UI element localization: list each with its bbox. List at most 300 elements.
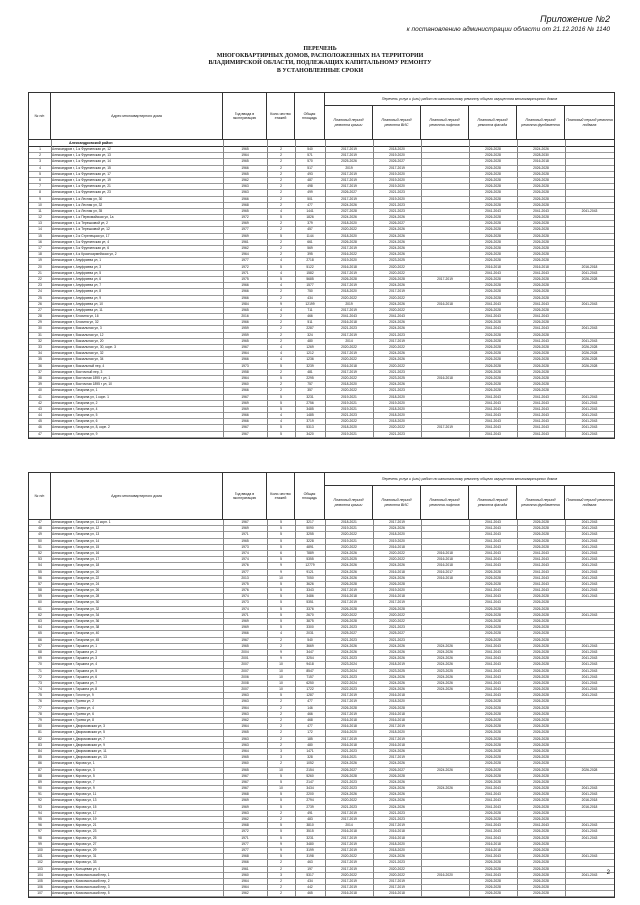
table-cell: 2041-2043: [581, 425, 598, 430]
column-subheader: Плановый период ремонта фасада: [469, 106, 517, 139]
table-cell: 5: [280, 375, 282, 380]
table-cell: 3: [39, 159, 41, 164]
column-subheader: Плановый период ремонта крыши: [325, 106, 373, 139]
table-cell: 2041-2043: [533, 314, 549, 319]
table-cell: 52: [38, 550, 42, 555]
table-cell: 1485: [306, 413, 314, 418]
column-divider: [295, 140, 296, 438]
table-cell: 1269: [306, 345, 314, 349]
table-cell: 5: [280, 557, 282, 562]
table-cell: 2026-2028: [533, 866, 549, 871]
table-cell: 2026-2028: [533, 283, 549, 288]
table-cell: 70: [38, 662, 42, 667]
table-cell: Александров г, Вокзальная ул, 32: [52, 351, 104, 356]
table-cell: Александров г, 1-я Фрунзенская ул, 13: [52, 153, 111, 158]
table-cell: 2018-2020: [341, 221, 357, 226]
table-cell: 2026-2028: [485, 227, 501, 232]
table-cell: 2041-2043: [485, 419, 501, 424]
table-cell: 172: [307, 730, 313, 735]
table-cell: 2024-2026: [389, 575, 405, 580]
table-cell: 2020-2022: [389, 264, 405, 269]
table-cell: 84: [38, 748, 42, 753]
table-cell: 2026-2028: [533, 184, 549, 189]
table-cell: 2016-2018: [581, 264, 598, 269]
table-cell: 2016-2018: [341, 718, 357, 722]
table-cell: 2024-2026: [389, 687, 405, 692]
table-cell: 5: [280, 394, 282, 399]
table-cell: 2026-2028: [533, 369, 549, 374]
table-cell: 2200: [306, 792, 314, 797]
table-cell: 2: [280, 742, 282, 747]
table-cell: 5: [280, 544, 282, 549]
table-cell: 2041-2043: [485, 680, 501, 685]
table-cell: 499: [307, 190, 313, 195]
table-cell: 5: [39, 171, 41, 176]
table-cell: 2041-2043: [533, 569, 549, 574]
table-cell: 2024-2026: [389, 326, 405, 331]
table-cell: Александров г, Кирова ул, 17: [52, 810, 97, 815]
table-cell: 2019-2020: [389, 196, 405, 201]
table-cell: 4: [280, 307, 282, 312]
document-title: [150, 46, 490, 75]
table-cell: 2016-2018: [485, 264, 501, 269]
table-cell: 477: [307, 699, 313, 704]
table-cell: 36: [38, 363, 42, 368]
table-cell: 2026-2028: [533, 718, 549, 722]
table-cell: 2024-2026: [389, 563, 405, 568]
table-cell: 2026-2028: [485, 338, 501, 343]
table-cell: 4: [280, 357, 282, 362]
table-cell: 2041-2043: [533, 301, 549, 306]
table-cell: 1144: [306, 233, 314, 238]
table-cell: 2026-2028: [485, 860, 501, 865]
table-cell: 540: [307, 637, 313, 642]
table-cell: 2023-2024: [341, 668, 357, 673]
table-cell: 1965: [241, 307, 249, 312]
table-cell: 2024-2026: [389, 382, 405, 387]
table-cell: Александров г, Вокзальная ул, 34: [52, 357, 104, 362]
table-cell: 21: [38, 270, 42, 275]
table-cell: Александров г, Двориковская ул, 9: [52, 742, 105, 747]
table-cell: Александров г, Гагарина ул, 11 корп. 1: [52, 520, 111, 524]
table-cell: 480: [307, 338, 313, 343]
table-cell: 1967: [241, 637, 249, 642]
table-cell: 2026-2028: [533, 891, 549, 896]
table-cell: 2017-2019: [341, 711, 357, 716]
table-cell: 2019-2021: [341, 394, 357, 399]
table-cell: 5685: [306, 276, 314, 281]
table-cell: Александров г, Гусева ул, 6: [52, 711, 94, 716]
table-cell: Александров г, Гагарина ул, 38: [52, 625, 100, 630]
table-cell: 1971: [241, 270, 249, 275]
table-cell: 2026-2028: [485, 866, 501, 871]
table-cell: 2017-2019: [341, 835, 357, 840]
table-cell: 2026-2028: [533, 332, 549, 337]
table-cell: 2026-2028: [389, 705, 405, 710]
table-cell: 10: [279, 767, 283, 772]
table-cell: 2: [280, 295, 282, 300]
table-cell: 2026-2028: [533, 872, 549, 877]
table-cell: 2026-2028: [533, 239, 549, 244]
table-cell: 81: [38, 730, 42, 735]
table-cell: 2022-2023: [341, 687, 357, 692]
table-cell: 2016-2018: [341, 594, 357, 599]
table-cell: 379: [307, 221, 313, 226]
table-cell: 2: [280, 878, 282, 883]
table-cell: 2026-2028: [581, 351, 598, 356]
table-cell: 3626: [306, 581, 314, 586]
table-cell: 2026-2028: [485, 637, 501, 642]
table-cell: 2041-2043: [485, 804, 501, 809]
table-cell: 2016-2018: [389, 718, 405, 722]
table-cell: 2: [280, 184, 282, 189]
table-cell: Александров г, Двориковская ул, 5: [52, 730, 105, 735]
table-cell: 2026-2028: [533, 798, 549, 803]
table-cell: 94: [38, 810, 42, 815]
table-cell: 2026-2028: [533, 724, 549, 729]
table-cell: 2041-2043: [581, 668, 598, 673]
table-cell: 2026-2028: [341, 619, 357, 623]
table-cell: 2026-2028: [533, 233, 549, 238]
table-cell: 2017-2019: [341, 196, 357, 201]
table-cell: 1965: [241, 643, 249, 648]
table-cell: 2: [280, 382, 282, 387]
table-cell: 2041-2043: [533, 338, 549, 343]
table-cell: 2020-2022: [341, 798, 357, 803]
table-cell: 2026-2028: [485, 382, 501, 387]
table-cell: 1964: [241, 748, 249, 753]
table-cell: 1984: [241, 301, 249, 306]
table-cell: 3447: [306, 649, 314, 654]
table-cell: 2016-2018: [389, 569, 405, 574]
table-cell: 2018-2020: [389, 406, 405, 411]
table-cell: 2041-2043: [485, 532, 501, 537]
table-cell: 3810: [306, 823, 314, 828]
table-cell: 2: [280, 817, 282, 821]
table-cell: 2026-2028: [485, 705, 501, 710]
table-cell: 2017-2019: [341, 147, 357, 151]
table-cell: 2021-2023: [341, 625, 357, 630]
table-cell: 2026-2028: [581, 767, 598, 772]
table-cell: 2017-2019: [389, 165, 405, 170]
table-cell: 4: [280, 208, 282, 213]
table-cell: 2: [280, 153, 282, 158]
table-cell: 102: [37, 860, 43, 865]
table-cell: 2007: [241, 687, 249, 692]
table-cell: 86: [38, 761, 42, 766]
table-cell: 35: [38, 357, 42, 362]
table-cell: 2024-2026: [533, 147, 549, 151]
table-cell: 4: [280, 283, 282, 288]
table-cell: 2007: [241, 668, 249, 673]
table-cell: 2026-2028: [533, 829, 549, 834]
table-cell: Александров г, Гаршина ул, 5: [52, 668, 98, 673]
table-cell: 2024-2026: [341, 215, 357, 220]
table-cell: 2020-2022: [341, 345, 357, 349]
column-subheader: Плановый период ремонта крыши: [325, 486, 373, 519]
table-cell: Александров г, Кирова ул, 7: [52, 779, 95, 784]
table-cell: 2026-2028: [485, 575, 501, 580]
table-cell: 5: [280, 532, 282, 537]
column-divider: [469, 140, 470, 438]
table-cell: 483: [307, 817, 313, 821]
table-cell: 2026-2028: [533, 668, 549, 673]
table-cell: 2026-2028: [389, 581, 405, 586]
table-cell: 12779: [305, 563, 315, 568]
table-cell: 2026-2028: [485, 724, 501, 729]
table-cell: 2017-2019: [341, 332, 357, 337]
table-cell: 2: [280, 643, 282, 648]
table-row: [29, 432, 614, 438]
table-cell: 5: [280, 594, 282, 599]
table-cell: 10: [279, 668, 283, 673]
table-cell: 2: [280, 718, 282, 722]
table-cell: 1975: [241, 581, 249, 586]
table-cell: 2016-2018: [389, 891, 405, 896]
table-cell: 2026-2028: [485, 177, 501, 182]
table-cell: 2006: [241, 674, 249, 679]
table-cell: 2019-2020: [389, 400, 405, 405]
table-cell: Александров г, Ануфриева ул, 9: [52, 295, 102, 300]
table-cell: 2017-2019: [341, 860, 357, 865]
table-cell: 2013: [241, 575, 249, 580]
table-cell: 2016-2018: [533, 264, 549, 269]
table-cell: 146: [307, 705, 313, 710]
table-cell: 2026-2028: [485, 718, 501, 722]
table-cell: 5090: [306, 526, 314, 531]
table-cell: 2026-2028: [485, 295, 501, 300]
table-cell: Александров г, Гаршина ул, 3: [52, 656, 98, 661]
table-cell: 324: [307, 332, 313, 337]
table-cell: 2041-2043: [533, 208, 549, 213]
table-cell: 2026-2028: [533, 307, 549, 312]
table-cell: 1577: [306, 283, 314, 288]
table-cell: 2: [280, 724, 282, 729]
table-cell: 9: [39, 196, 41, 201]
table-cell: 1969: [241, 233, 249, 238]
table-cell: 1961: [241, 239, 249, 244]
table-cell: 1968: [241, 792, 249, 797]
table-cell: 1973: [241, 544, 249, 549]
table-cell: 1966: [241, 289, 249, 294]
table-cell: Александров г, Ануфриева ул, 10: [52, 301, 103, 306]
table-cell: 24: [38, 289, 42, 294]
table-cell: 2041-2043: [581, 656, 598, 661]
table-cell: 23: [38, 283, 42, 288]
table-cell: 2: [280, 165, 282, 170]
table-cell: 2023-2025: [389, 668, 405, 673]
table-cell: 2026-2028: [581, 345, 598, 349]
table-cell: 2041-2043: [485, 563, 501, 568]
table-cell: Александров г, Гагарина ул, 32: [52, 606, 100, 611]
table-cell: 1963: [241, 742, 249, 747]
table-cell: 2020-2022: [341, 872, 357, 877]
table-cell: 2024-2026: [341, 792, 357, 797]
table-cell: 2041-2043: [581, 326, 598, 331]
table-cell: 2026-2028: [485, 369, 501, 374]
table-cell: 2041-2043: [533, 326, 549, 331]
table-cell: 2024-2026: [389, 215, 405, 220]
table-cell: 61: [38, 606, 42, 611]
table-cell: 2026-2028: [341, 581, 357, 586]
table-cell: 2026-2028: [485, 810, 501, 815]
table-cell: 2041-2043: [485, 520, 501, 524]
table-cell: 2026-2028: [533, 649, 549, 654]
table-cell: 2041-2043: [581, 338, 598, 343]
table-cell: 38: [38, 375, 42, 380]
table-cell: 15: [38, 233, 42, 238]
houses-table-2: [28, 472, 615, 898]
table-cell: 79: [38, 718, 42, 722]
table-cell: 34: [38, 351, 42, 356]
table-cell: 2026-2028: [485, 612, 501, 617]
table-cell: 2041-2043: [485, 413, 501, 418]
table-cell: 1965: [241, 159, 249, 164]
table-cell: 2041-2043: [581, 520, 598, 524]
table-cell: 2018-2020: [389, 419, 405, 424]
title-line: ВЛАДИМИРСКОЙ ОБЛАСТИ, ПОДЛЕЖАЩИХ КАПИТАЛЬНОМУ РЕМОНТУ: [208, 60, 432, 67]
table-cell: 3485: [306, 406, 314, 411]
table-cell: Александров г, Гагарина ул, 15: [52, 544, 100, 549]
table-cell: 2018-2020: [341, 425, 357, 430]
table-cell: 2026-2028: [485, 215, 501, 220]
table-cell: 2020-2022: [389, 345, 405, 349]
table-cell: 2024-2026: [341, 761, 357, 766]
column-divider: [51, 140, 52, 438]
table-cell: 2018-2020: [389, 699, 405, 704]
table-cell: Александров г, Ануфриева ул, 5: [52, 270, 102, 275]
table-cell: 1973: [241, 363, 249, 368]
table-cell: Александров г, 1-я Фрунзенская ул, 23: [52, 190, 111, 195]
table-cell: 2041-2043: [581, 649, 598, 654]
table-cell: 1964: [241, 153, 249, 158]
table-cell: 2016-2020: [437, 872, 453, 877]
table-cell: 2: [280, 891, 282, 896]
table-cell: Александров г, Блохина ул, 16: [52, 314, 99, 319]
table-cell: Александров г, 1-я Терешковой ул, 12: [52, 227, 110, 232]
table-cell: 2019-2020: [389, 588, 405, 593]
table-cell: 2026-2028: [341, 705, 357, 710]
table-cell: Александров г, Кирова ул, 9: [52, 786, 95, 791]
table-cell: 2021-2023: [389, 332, 405, 337]
table-cell: 2017-2019: [341, 817, 357, 821]
table-cell: 2041-2043: [581, 594, 598, 599]
table-cell: 2014: [345, 338, 353, 343]
table-cell: 62: [38, 612, 42, 617]
table-cell: Александров г, Ануфриева ул, 6: [52, 276, 102, 281]
table-cell: 2026-2028: [533, 619, 549, 623]
table-cell: 2041-2043: [581, 406, 598, 411]
table-cell: 5: [280, 538, 282, 543]
table-cell: 2026-2028: [485, 196, 501, 201]
table-cell: 2016-2018: [341, 363, 357, 368]
table-cell: 1964: [241, 705, 249, 710]
column-divider: [517, 520, 518, 897]
table-cell: 2019-2021: [341, 406, 357, 411]
table-cell: 3231: [306, 394, 314, 399]
table-cell: 1977: [241, 569, 249, 574]
table-cell: 16: [38, 239, 42, 244]
table-cell: 2026-2028: [485, 891, 501, 896]
column-divider: [469, 520, 470, 897]
table-cell: 13: [38, 221, 42, 226]
table-cell: 2021-2023: [341, 413, 357, 418]
table-cell: 55: [38, 569, 42, 574]
table-cell: Александров г, Комсомольский пер, 5: [52, 891, 110, 896]
table-cell: 2: [280, 320, 282, 325]
table-cell: 4: [280, 258, 282, 263]
table-cell: 2026-2028: [389, 773, 405, 778]
table-cell: 2041-2043: [485, 643, 501, 648]
table-cell: 9: [280, 847, 282, 852]
table-cell: Александров г, Ануфриева ул, 3: [52, 264, 102, 269]
table-cell: 477: [307, 724, 313, 729]
table-cell: 1969: [241, 406, 249, 411]
table-cell: 2026-2028: [533, 600, 549, 605]
table-cell: 1963: [241, 693, 249, 698]
table-cell: 2041-2043: [485, 544, 501, 549]
table-cell: 3480: [306, 841, 314, 846]
table-cell: 2020-2022: [389, 619, 405, 623]
table-cell: Александров г, Ануфриева ул, 11: [52, 307, 103, 312]
table-cell: 2027-2028: [341, 208, 357, 213]
table-cell: 22: [38, 276, 42, 281]
table-cell: 2041-2043: [581, 643, 598, 648]
table-cell: 2: [280, 730, 282, 735]
table-cell: 2026-2028: [533, 382, 549, 387]
table-cell: 3: [280, 755, 282, 760]
table-cell: 2026-2028: [485, 332, 501, 337]
table-cell: Александров г, Гагарина ул, 20: [52, 569, 100, 574]
table-cell: 69: [38, 656, 42, 661]
table-cell: 1967: [241, 779, 249, 784]
table-cell: 3239: [306, 363, 314, 368]
table-cell: 2041-2043: [581, 680, 598, 685]
table-cell: Александров г, 1-я Лесная ул, 30: [52, 196, 103, 201]
table-cell: 76: [38, 699, 42, 704]
table-cell: 2026-2028: [533, 817, 549, 821]
table-cell: 2026-2028: [389, 606, 405, 611]
table-cell: 2026-2028: [533, 357, 549, 362]
column-subheader: Плановый период ремонта ВИС: [373, 106, 421, 139]
table-cell: 87: [38, 767, 42, 772]
table-cell: 40: [38, 388, 42, 393]
table-cell: 2041-2043: [581, 662, 598, 667]
table-cell: 9: [280, 649, 282, 654]
table-cell: 2020-2022: [389, 307, 405, 312]
table-cell: 2026-2028: [485, 147, 501, 151]
table-cell: 2017-2019: [389, 823, 405, 828]
table-cell: 1972: [241, 829, 249, 834]
table-cell: 47: [38, 431, 42, 436]
table-cell: 2041-2043: [533, 431, 549, 436]
table-cell: 2021-2023: [389, 817, 405, 821]
table-cell: 106: [37, 885, 43, 890]
table-cell: 2018-2020: [389, 147, 405, 151]
table-cell: 2019-2021: [341, 526, 357, 531]
table-cell: 2016-2018: [389, 594, 405, 599]
table-cell: 711: [307, 307, 313, 312]
table-cell: Александров г, Гагарина ул, 40: [52, 631, 100, 636]
table-cell: 1052: [306, 761, 314, 766]
table-cell: Александров г, 1-я Терешковой ул, 2: [52, 221, 109, 226]
table-cell: 1969: [241, 221, 249, 226]
table-cell: Александров г, Гусева ул, 8: [52, 718, 94, 722]
table-cell: 2021-2023: [341, 656, 357, 661]
table-cell: Александров г, 1-я Фрунзенская ул, 14: [52, 159, 111, 164]
table-cell: 2016-2018: [437, 563, 453, 568]
table-cell: Александров г, Кирова ул, 27: [52, 841, 97, 846]
